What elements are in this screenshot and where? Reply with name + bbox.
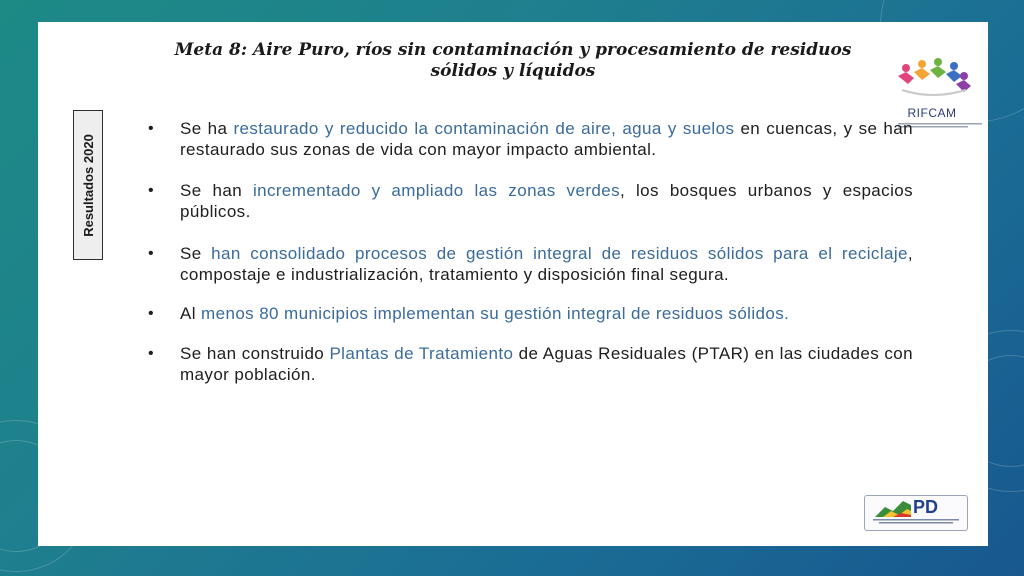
slide-panel [38, 22, 988, 546]
bullet-icon: • [148, 182, 155, 199]
bullet-icon: • [148, 345, 155, 362]
bullet-text-highlight: restaurado y reducido la contaminación de aire, agua y suelos [233, 119, 735, 138]
bullet-text-post: de Aguas Residuales (PTAR) en las ciudades con mayor población. [180, 344, 913, 384]
bullet-text-post: , los bosques urbanos y espacios públicos. [180, 181, 913, 221]
pd-logo [864, 495, 968, 531]
bullet-text-post: , compostaje e industrialización, tratamiento y disposición final segura. [180, 244, 914, 284]
bullet-text-pre: Se ha [180, 119, 234, 138]
list-item [148, 303, 913, 324]
list-item [148, 180, 913, 222]
bullet-text-highlight: menos 80 municipios implementan su gestión integral de residuos sólidos. [201, 304, 790, 323]
pd-caption-icon [871, 519, 961, 524]
slide-title [98, 40, 928, 82]
bullet-text-post: en cuencas, y se han restaurado sus zonas de vida con mayor impacto ambiental. [180, 119, 913, 159]
rifcam-wordmark: RIFCAM [907, 106, 957, 120]
title-line-1: Meta 8: Aire Puro, ríos sin contaminación y procesamiento de residuos [174, 40, 852, 60]
bullet-text-pre: Al [180, 304, 202, 323]
bullet-text-pre: Se han construido [180, 344, 330, 363]
bullet-text-pre: Se han [180, 181, 253, 200]
results-list [148, 118, 913, 385]
bullet-icon: • [148, 120, 155, 137]
results-side-label [73, 110, 103, 260]
list-item [148, 243, 913, 285]
bullet-icon: • [148, 305, 155, 322]
side-label-text: Resultados 2020 [80, 133, 96, 237]
bullet-text-highlight: incrementado y ampliado las zonas verdes [252, 181, 620, 200]
pd-emblem-icon [873, 497, 913, 519]
pd-wordmark: PD [913, 497, 939, 517]
bullet-text-highlight: Plantas de Tratamiento [329, 344, 514, 363]
bullet-text-pre: Se [180, 244, 212, 263]
list-item [148, 118, 913, 160]
list-item [148, 343, 913, 385]
title-line-2: sólidos y líquidos [430, 61, 596, 81]
bullet-icon: • [148, 245, 155, 262]
bullet-text-highlight: han consolidado procesos de gestión integral de residuos sólidos para el reciclaje [211, 244, 908, 263]
rifcam-figures-icon [892, 54, 972, 104]
